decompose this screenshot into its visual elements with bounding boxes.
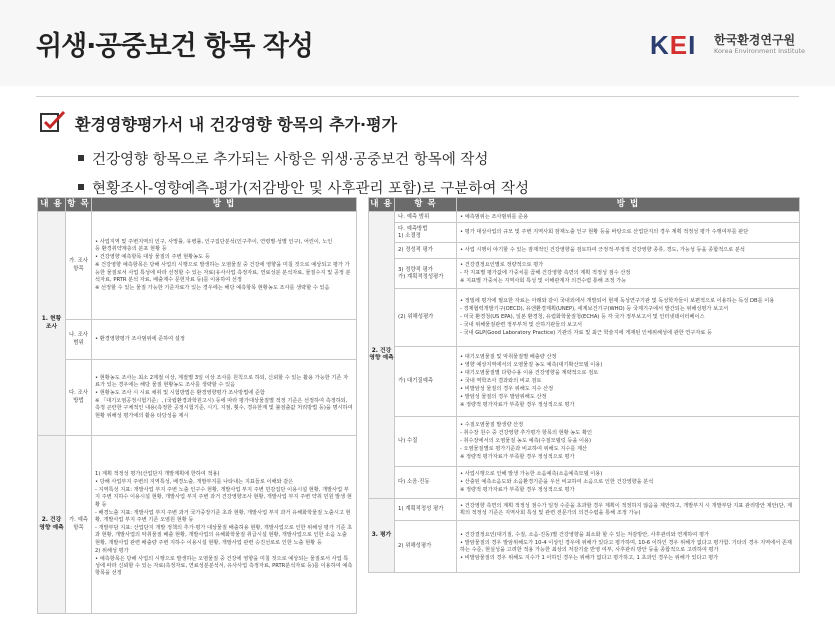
method-line: ※ 정량적 평가자료가 부족할 경우 정성적으로 평가 [460, 487, 575, 494]
method-cell [457, 243, 800, 259]
section-label: 2. 건강 영향 예측 [38, 436, 66, 614]
method-line: - 오염물질별로 평가기준과 비교하여 위해도 지수를 계산 [460, 446, 588, 453]
method-cell [92, 320, 357, 360]
method-line: • 건강영향 측면의 계획 적정성 점수가 일정 수준을 초과할 경우 계획이 적정하지 않음을 제안하고, 개발부지 시 개발부담 지표 관리방안 제안(단, 계획의 적정성 기준은 지역사회 특성 및 관련 전문가의 의견수렴을 통해 조정 가능) [460, 502, 793, 516]
section-label: 3. 평가 [369, 499, 395, 573]
header-content: 내 용 [369, 198, 395, 212]
item-label: 다. 예측방법 1) 소결정 [395, 223, 457, 243]
bullet-item [78, 148, 488, 169]
method-cell [457, 467, 800, 499]
method-line: ※ 정량적 평가자료가 부족할 경우 정성적으로 평가 [460, 454, 575, 461]
method-line: • 현황농도 조사 시 시료 채취 및 시험방법은 환경영향평가 조사방법에 준함 [95, 390, 265, 397]
item-label: 가) 대기질예측 [395, 347, 457, 417]
method-line: - 배경노출 지표: 개발사업 부지 주변 과거 국가중장기준 초과 현황, 개발사업 부지 과거 유해화학물질 노출시고 현황, 개발사업 부지 주변 기존 오염원 현황 등 [95, 509, 351, 524]
method-line: 1) 계획 적정성 평가(산업단지 개발계획에 한하여 적용) [95, 471, 220, 478]
method-line: • 현황농도 조사는 최소 2계절 이상, 계절별 3일 이상 조사를 원칙으로 하되, 신뢰할 수 있는 활용 가능한 기존 자료가 있는 경우에는 해당 물질 현황농도 조사를 생략할 수 있음 [95, 374, 349, 389]
item-label: 가. 예측 항목 [66, 436, 92, 614]
item-label: 다. 조사 방법 [66, 360, 92, 436]
method-line: ※ 정량적 평가자료가 부족할 경우 정성적으로 평가 [460, 401, 575, 408]
method-line: ※ 선정할 수 있는 물질 가능한 기준자료가 있는 경우에는 해당 예측항목 현황농도 조사를 생략할 수 있음 [95, 285, 330, 292]
method-line: • 예측항목은 당해 사업의 시행으로 발생하는 오염물질 중 건강에 영향을 미칠 것으로 예상되는 물질로서 사업 특성에 따라 신뢰할 수 있는 자료(측정자료, 연료성분분석서, 유사사업 측정자료, PRTR분석자료 등)를 이용하여 예측항목을 선정 [95, 555, 353, 577]
section-label: 2. 건강 영향 예측 [369, 212, 395, 499]
method-line: • 발암성 물질의 경우 발암위해도 산정 [460, 394, 547, 401]
method-line: • 건강결정요인별로 정량적으로 평가 [460, 262, 544, 269]
method-line: ※ 지표별 가중치는 지역사회 특성 및 이해관계자 의견수렴 통해 조정 가능 [460, 278, 627, 285]
kei-logo [650, 30, 806, 60]
logo-korean-name: 한국환경연구원 [714, 33, 796, 47]
method-line: 등 환경취약계층의 분포 현황 등 [95, 246, 167, 253]
item-label: 나. 조사 범위 [66, 320, 92, 360]
method-line: • 비발암물질의 경우 위해도 지수가 1 이하인 경우는 위해가 없다고 평가하고, 1 초과인 경우는 위해가 있다고 평가 [460, 554, 719, 561]
header-content: 내 용 [38, 198, 66, 212]
method-line: - 미국 환경청(US EPA), 일본 환경청, 유럽화학물질청(ECHA) 등 각 국가 정부보고서 및 인터넷데이터베이스 [460, 314, 705, 321]
header-method: 방 법 [457, 198, 800, 212]
logo-mark: KEI [650, 30, 697, 60]
square-bullet-icon [78, 155, 84, 161]
item-label: 2) 위해성평가 [395, 521, 457, 573]
divider [36, 96, 799, 97]
method-line: 2) 위해성 평가 [95, 547, 129, 554]
method-line: • 비발암성 물질의 경우 위해도 지수 산정 [460, 386, 554, 393]
method-line: • 국내 역학조사 결과와의 비교 검토 [460, 378, 542, 385]
method-line: • 산출된 예측소음도와 소음환경기준을 우선 비교하여 소음으로 인한 건강영향을 분석 [460, 479, 654, 486]
method-cell [92, 360, 357, 436]
item-label: 1) 계획적정성 평가 [395, 499, 457, 521]
method-line: • 사업지역 및 주변지역의 인구, 사망률, 유병률, 인구집단분석(인구추이, 연령별·성별 인구), 어린이, 노인 [95, 238, 333, 245]
item-label: 나) 수질 [395, 417, 457, 467]
method-line: - 각 지표별 평가값에 가중치를 곱해 건강영향 측면의 계획 적정성 점수 산정 [460, 270, 631, 277]
method-line: • 예측범위는 조사범위를 준용 [460, 213, 529, 220]
method-cell [457, 212, 800, 223]
square-bullet-icon [78, 184, 84, 190]
left-method-table [37, 197, 357, 614]
method-line: ※ 「대기오염공정시험기준」, (국립환경과학원고시) 등에 따라 평가대상물질별 적정 기준은 선정하여 측정하되, 측정 곤란한 구체적인 내용(측정한 공정시험기준, 시기, 지점, 횟수, 경유한계 및 불검출값 처리방법 등)을 명시하여 현황 위해성 평가에의 활용 타당성을 제시 [95, 398, 353, 419]
checkbox-check-icon [40, 110, 66, 134]
header-method: 방 법 [92, 198, 357, 212]
bullet-text: 현황조사-영향예측-평가(저감방안 및 사후관리 포함)로 구분하여 작성 [92, 181, 530, 197]
item-label: 나. 예측 범위 [395, 212, 457, 223]
method-cell [457, 347, 800, 417]
method-line: - 취수장 원수 중 건강영향 추가평가 항목의 현황 농도 확인 [460, 430, 592, 437]
method-line: ※ 건강영향 예측항목은 당해 사업의 시행으로 발생하는 오염물질 중 건강에 영향을 미칠 것으로 예상되고 평가 가능한 물질로서 사업 특성에 따라 선정할 수 있는 자료(유사사업 측정자료, 연료성분 분석자료, 물질수지 및 공정 분석자료, PRTR 분석 자료, 배출계수 문헌자료 등)를 이용하여 선정 [95, 262, 351, 284]
method-line: • 건강결정요인(대기질, 수질, 소음·진동)별 건강영향을 최소화 할 수 있는 저감방안, 사후관리와 연계하여 평가 [460, 531, 709, 538]
section-label: 1. 현황 조사 [38, 212, 66, 436]
section-subtitle: 환경영향평가서 내 건강영향 항목의 추가·평가 [75, 115, 398, 134]
method-line: • 당해 사업부지 주변의 지역특성, 배경노출, 개발부지를 나타내는 지표들로 이해와 같은 [95, 479, 294, 486]
method-line: - 취수장에서의 오염물질 농도 예측(수질모델링 등을 이용) [460, 438, 592, 445]
method-cell [457, 499, 800, 521]
header-item: 항 목 [395, 198, 457, 212]
item-label: (2) 위해성평가 [395, 289, 457, 347]
method-line: - 경제협력개발기구(OECD), 유엔환경계획(UNEP), 세계보건기구(WHO) 등 국제기구에서 발간되는 위해성평가 보고서 [460, 306, 729, 313]
method-cell [92, 436, 357, 614]
logo-text [714, 33, 805, 56]
method-line: • 정밀에 평가에 필요한 자료는 아래와 같이 국내외에서 개발되어 현재 독성연구기관 및 독성학자들이 보편적으로 이용하는 독성 DB를 이용 [460, 298, 775, 305]
method-line: • 대기오염물질별 다항수용 이용 건강영향을 계략적으로 검토 [460, 370, 599, 377]
method-line: • 발암물질의 경우 발암위해도가 10-4 이상인 경우에 위해가 있다고 평가하며, 10-6 이하인 경우 위해가 없다고 평가함. 기타의 경우 지역에서 존재하는 수준, 현실성을 고려한 적용 가능한 최상의 저감기술 반영 여부, 사후관리 방안 등을 종합적으로 고려하여 평가 [460, 539, 792, 553]
method-line: - 국내 GLP(Good Laboratory Practice) 기관의 자료 및 최근 학술지에 게재된 인체위해성에 관한 연구자료 등 [460, 330, 713, 337]
right-method-table [368, 197, 800, 573]
item-label: 다) 소음·진동 [395, 467, 457, 499]
method-cell [457, 289, 800, 347]
method-line: • 사업시행으로 인해 발생 가능한 소음예측(소음예측모델 이용) [460, 471, 603, 478]
method-cell [457, 521, 800, 573]
method-line: • 영향 예상지역에서의 오염물질 농도 예측(대기확산모델 이용) [460, 362, 603, 369]
method-line: • 수질오염물질 발생량 산정 [460, 422, 524, 429]
method-line: • 평가 대상사업의 규모 및 주변 지역사회 잠재노출 인구 현황 등을 바탕으로 산업단지의 경우 계획 적정성 평가 수행여부를 판단 [460, 229, 749, 236]
method-line: • 대기오염물질 및 악취물질별 배출량 산정 [460, 354, 557, 361]
header-item: 항 목 [66, 198, 92, 212]
method-line: - 국내 위해물질관련 정부부처 및 산하기관들의 보고서 [460, 322, 583, 329]
method-line: • 환경영향평가 조사범위에 준하여 설정 [95, 335, 185, 342]
bullet-item [78, 177, 529, 198]
item-label: 3) 정량적 평가 가) 계획적정성평가 [395, 259, 457, 289]
method-cell [457, 417, 800, 467]
logo-english-name: Korea Environment Institute [714, 47, 806, 55]
item-label: 2) 정성적 평가 [395, 243, 457, 259]
method-line: - 지역특성 지표: 개발사업 부지 주변 노출 인구수 현황, 개발사업 부지 주변 민감집단 이용시설 현황, 개발사업 부지 주변 지하수 이용시설 현황, 개발사업 부지 주변 과거 건강영향조사 현황, 개발사업 부지 주변 약취 민원 발생 현황 등 [95, 486, 352, 508]
method-line: - 개발부담 지표: 산업단지 개발 정책의 추가·평가 대상물질 배출허용 현황, 개발사업으로 인한 위해성 평가 기준 초과 현황, 개발사업의 악취물질 배출 현황, 개발사업의 유해화학물질 취급시설 현황, 개발사업으로 인한 소음 노출 현황, 개발사업 관련 배출량 주변 지하수 이용시설 현황, 개발사업 관련 승진선로로 인한 노출 현황 등 [95, 525, 353, 546]
method-cell [92, 212, 357, 320]
method-cell [457, 259, 800, 289]
method-line: • 사업 시행이 야기할 수 있는 잠재적인 건강영향을 검토하여 긍정적·부정적 건강영향 종류, 경도, 가능성 등을 종합적으로 분석 [460, 247, 745, 254]
bullet-text: 건강영향 항목으로 추가되는 사항은 위생·공중보건 항목에 작성 [92, 152, 489, 168]
item-label: 가. 조사 항목 [66, 212, 92, 320]
method-cell [457, 223, 800, 243]
method-line: • 건강영향 예측항목 대상 물질의 주변 현황농도 등 [95, 254, 210, 261]
page-title: 위생·공중보건 항목 작성 [36, 31, 313, 62]
